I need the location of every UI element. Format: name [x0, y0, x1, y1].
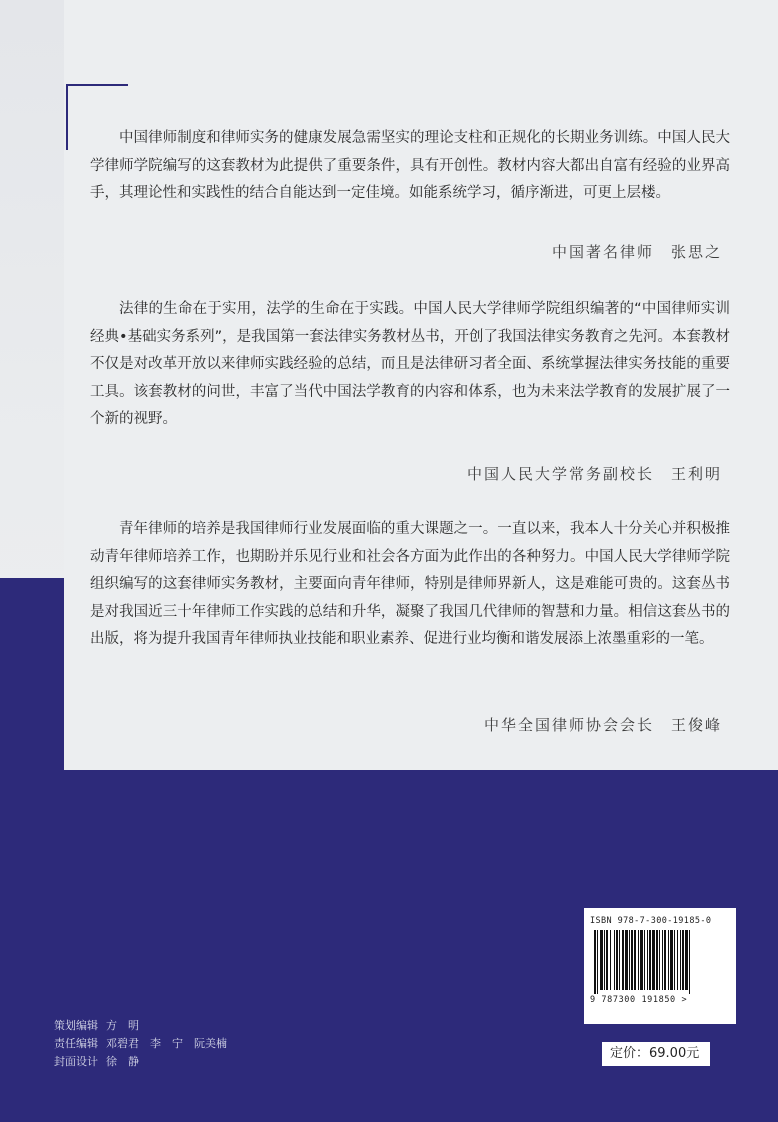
barcode-bar	[634, 930, 636, 990]
credit-names: 邓碧君 李 宁 阮美楠	[106, 1037, 227, 1050]
barcode-bar	[664, 930, 666, 990]
endorsement-signature-3: 中华全国律师协会会长 王俊峰	[483, 716, 722, 734]
barcode-bar	[680, 930, 681, 990]
barcode-bar	[685, 930, 688, 990]
endorsement-line: 师实训经典•基础实务系列”，是我国第一套法律实务教材丛书，开创了我国法律实务教育之	[90, 301, 731, 345]
endorsement-line: 行业均衡和谐发展添上浓墨重彩的一笔。	[452, 631, 714, 647]
barcode-bar	[644, 930, 645, 990]
barcode-icon	[594, 930, 726, 994]
barcode-bar	[597, 930, 598, 994]
barcode-bar	[622, 930, 624, 990]
endorsement-line: 积极推动青年律师培养工作，也期盼并乐见行业和社会各方面为此作出的各种努力。中国人	[90, 521, 731, 565]
credit-names: 方 明	[106, 1019, 139, 1032]
endorsement-line: 民大学律师学院组织编写的这套律师实务教材，主要面向青年律师，特别是律师界新人，这	[90, 548, 730, 592]
barcode-bar	[610, 930, 611, 990]
barcode-bar	[662, 930, 663, 990]
barcode-bar	[640, 930, 643, 990]
barcode-bar	[670, 930, 673, 990]
barcode-bar	[674, 930, 675, 990]
barcode-bar	[619, 930, 620, 990]
barcode-bar	[647, 930, 648, 990]
editor-credits	[54, 1017, 235, 1071]
barcode-bar	[652, 930, 655, 990]
endorsement-line: 是难能可贵的。这套丛书是对我国近三十年律师工作实践的总结和升华，凝聚了我国几代律	[90, 576, 731, 620]
price-tag: 定价：69.00元	[602, 1042, 710, 1066]
endorsement-line: 师的智慧和力量。相信这套丛书的出版，将为提升我国青年律师执业技能和职业素养、促进	[90, 603, 731, 647]
barcode-bar	[606, 930, 608, 990]
endorsement-line: 掌握法律实务技能的重要工具。该套教材的问世，丰富了当代中国法学教育的内容和体系，	[90, 356, 731, 400]
barcode-bar	[616, 930, 618, 990]
barcode-bar	[629, 930, 630, 990]
endorsement-line: 人民大学律师学院编写的这套教材为此提供了重要条件，具有开创性。教材内容大都出自富	[90, 130, 731, 174]
barcode-bar	[682, 930, 684, 990]
barcode-bar	[631, 930, 633, 990]
credit-role: 责任编辑	[54, 1037, 98, 1050]
endorsement-line: 法律的生命在于实用，法学的生命在于实践。中国人民大学律师学院组织编著的“中国律	[119, 301, 687, 317]
endorsement-line: 进，可更上层楼。	[554, 185, 670, 201]
credit-names: 徐 静	[106, 1055, 139, 1068]
barcode-bar	[668, 930, 669, 990]
isbn-barcode-block	[584, 908, 736, 1024]
endorsement-signature-1: 中国著名律师 张思之	[551, 243, 722, 261]
credit-role: 策划编辑	[54, 1019, 98, 1032]
endorsement-line: 也为未来法学教育的发展扩展了一个新的视野。	[90, 383, 731, 427]
barcode-bar	[677, 930, 678, 990]
endorsement-line: 青年律师的培养是我国律师行业发展面临的重大课题之一。一直以来，我本人十分关心并	[119, 521, 687, 537]
barcode-bar	[689, 930, 690, 994]
credit-row	[54, 1035, 235, 1053]
barcode-bar	[614, 930, 615, 990]
endorsement-signature-2: 中国人民大学常务副校长 王利明	[466, 465, 722, 483]
barcode-bar	[594, 930, 596, 994]
credit-role: 封面设计	[54, 1055, 98, 1068]
isbn-label: ISBN 978-7-300-19185-0	[590, 916, 712, 926]
barcode-bar	[600, 930, 603, 990]
credit-row	[54, 1017, 235, 1035]
barcode-bar	[649, 930, 651, 990]
barcode-bar	[659, 930, 660, 990]
credit-row	[54, 1053, 235, 1071]
isbn-digits: 9 787300 191850 >	[590, 995, 688, 1005]
endorsement-paragraph-1	[90, 125, 730, 208]
barcode-bar	[625, 930, 628, 990]
barcode-bar	[656, 930, 658, 990]
barcode-bar	[638, 930, 639, 990]
endorsement-line: 先河。本套教材不仅是对改革开放以来律师实践经验的总结，而且是法律研习者全面、系统	[90, 328, 731, 372]
endorsement-paragraph-2	[90, 296, 730, 434]
endorsement-paragraph-3	[90, 516, 730, 654]
endorsement-line: 中国律师制度和律师实务的健康发展急需坚实的理论支柱和正规化的长期业务训练。中国	[119, 130, 687, 146]
endorsement-line: 有经验的业界高手，其理论性和实践性的结合自能达到一定佳境。如能系统学习，循序渐	[90, 157, 730, 201]
barcode-bar	[604, 930, 605, 990]
